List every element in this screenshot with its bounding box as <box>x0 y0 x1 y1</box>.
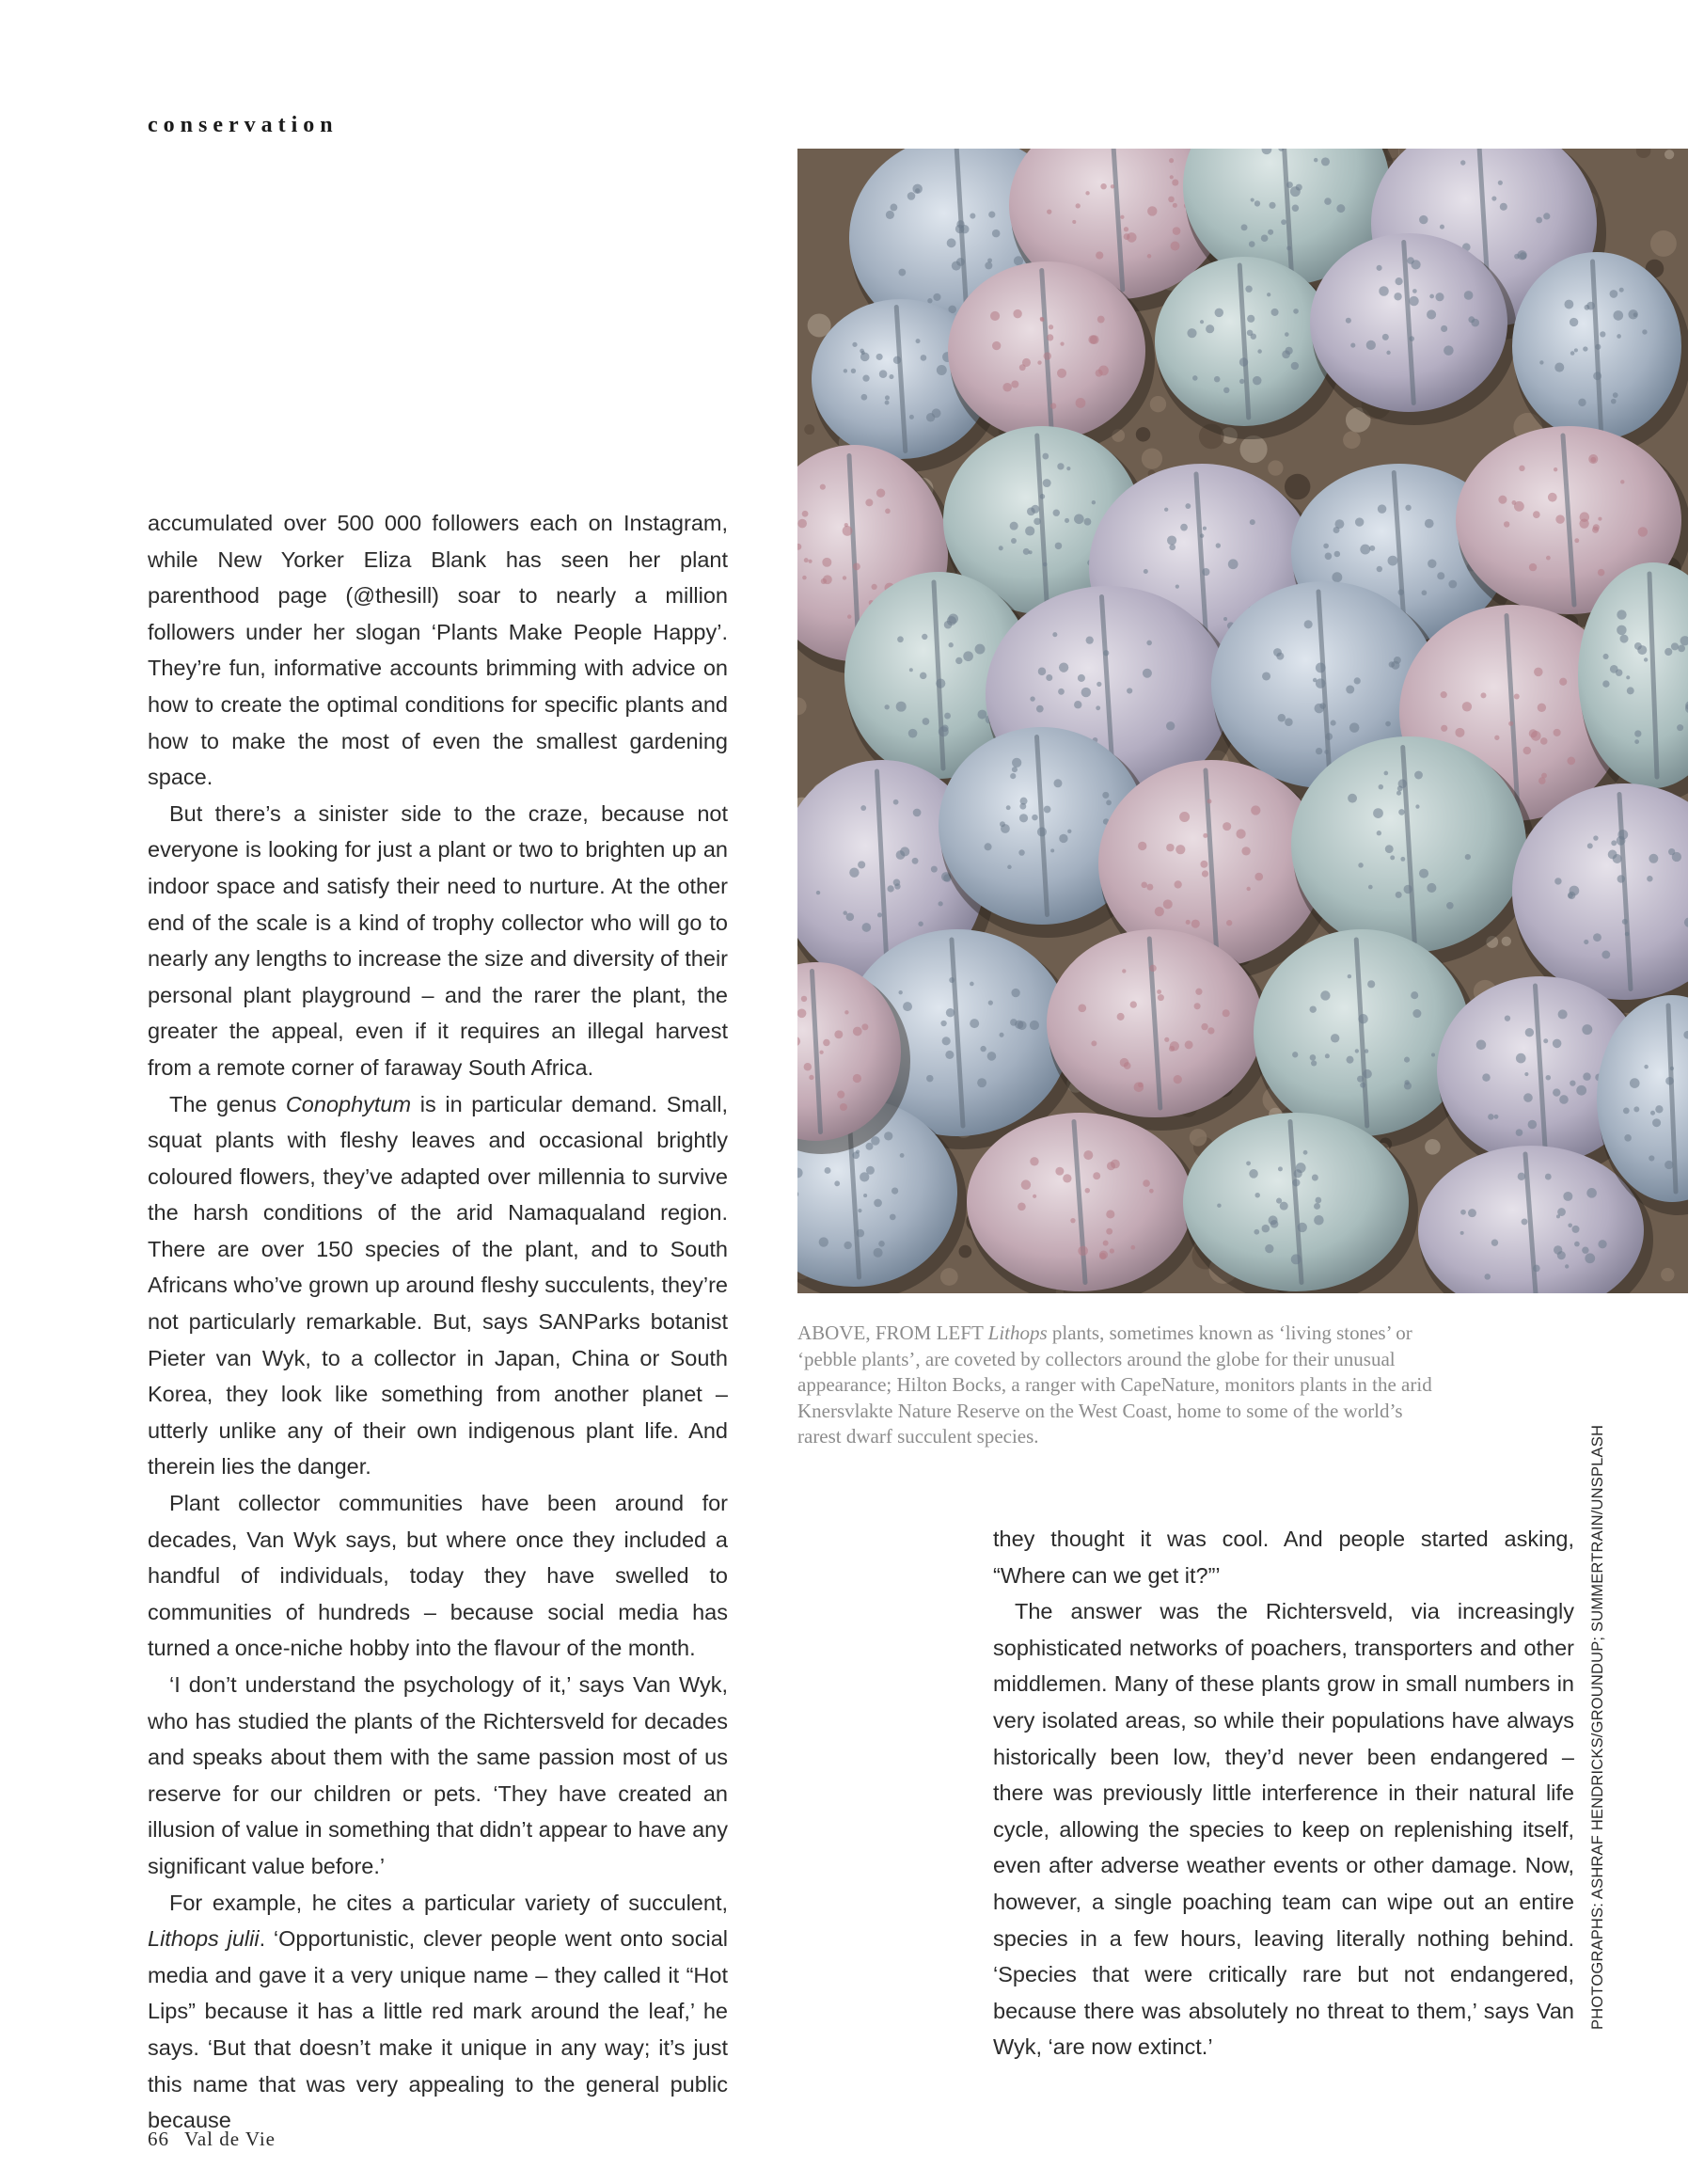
caption-text: plants, sometimes known as ‘living stones’ or ‘pebble plants’, are coveted by collectors around the globe for their unusual appearance; Hilton Bocks, a ranger with CapeNature, monitors plants in the arid Knersvlakte Nature Reserve on the West Coast, home to some of the world’s rarest dwarf succulent species. <box>797 1321 1432 1448</box>
text-run: is in particular demand. Small, squat plants with fleshy leaves and occasional brightly coloured flowers, they’ve adapted over millennia to survive the harsh conditions of the arid Namaqualand region. There are over 150 species of the plant, and to South Africans who’ve grown up around fleshy succulents, they’re not particularly remarkable. But, says SANParks botanist Pieter van Wyk, to a collector in Japan, China or South Korea, they look like something from another planet – utterly unlike any of their own indigenous plant life. And therein lies the danger. <box>148 1091 728 1480</box>
caption-lead: ABOVE, FROM LEFT <box>797 1321 984 1344</box>
article-paragraph <box>148 796 728 1086</box>
page-number: 66 <box>148 2128 169 2150</box>
text-run: The answer was the Richtersveld, via increasingly sophisticated networks of poachers, transporters and other middlemen. Many of these plants grow in small numbers in very isolated areas, so while their populations have always historically been low, they’d never been endangered – there was previously little interference in their natural life cycle, allowing the species to keep on replenishing itself, even after adverse weather events or other damage. Now, however, a single poaching team can wipe out an entire species in a few hours, leaving literally nothing behind. ‘Species that were critically rare but not endangered, because there was absolutely no threat to them,’ says Van Wyk, ‘are now extinct.’ <box>993 1599 1574 2060</box>
article-paragraph <box>148 505 728 796</box>
text-run: Plant collector communities have been around for decades, Van Wyk says, but where once they included a handful of individuals, today they have swelled to communities of hundreds – because social media has turned a once-niche hobby into the flavour of the month. <box>148 1491 728 1661</box>
caption-italic: Lithops <box>987 1321 1048 1344</box>
publication-name: Val de Vie <box>184 2128 276 2150</box>
page-footer <box>148 2128 276 2151</box>
italic-term: Lithops julii <box>148 1926 260 1952</box>
lithops-photo <box>797 149 1688 1293</box>
article-paragraph <box>148 1667 728 1885</box>
photo-illustration <box>797 149 1688 1293</box>
article-paragraph <box>148 1086 728 1486</box>
text-run: The genus <box>169 1091 286 1116</box>
article-column-left <box>148 505 728 2139</box>
italic-term: Conophytum <box>285 1091 412 1116</box>
text-run: For example, he cites a particular variety of succulent, <box>169 1890 728 1915</box>
text-run: accumulated over 500 000 followers each on Instagram, while New Yorker Eliza Blank has seen her plant parenthood page (@thesill) soar to nearly a million followers under her slogan ‘Plants Make People Happy’. They’re fun, informative accounts brimming with advice on how to create the optimal conditions for specific plants and how to make the most of even the smallest gardening space. <box>148 511 728 790</box>
article-column-right <box>993 1521 1574 2065</box>
article-paragraph <box>993 1521 1574 1593</box>
text-run: . ‘Opportunistic, clever people went onto social media and gave it a very unique name – they called it “Hot Lips” because it has a little red mark around the leaf,’ he says. ‘But that doesn’t make it unique in any way; it’s just this name that was very appealing to the general public because <box>148 1926 728 2133</box>
photo-caption <box>797 1321 1446 1450</box>
section-label: conservation <box>148 113 339 137</box>
text-run: they thought it was cool. And people started asking, “Where can we get it?”’ <box>993 1527 1574 1588</box>
article-paragraph <box>148 1485 728 1667</box>
article-paragraph <box>148 1885 728 2139</box>
text-run: ‘I don’t understand the psychology of it,’ says Van Wyk, who has studied the plants of the Richtersveld for decades and speaks about them with the same passion most of us reserve for our children or pets. ‘They have created an illusion of value in something that didn’t appear to have any significant value before.’ <box>148 1672 728 1878</box>
text-run: But there’s a sinister side to the craze, because not everyone is looking for just a plant or two to brighten up an indoor space and satisfy their need to nurture. At the other end of the scale is a kind of trophy collector who will go to nearly any lengths to increase the size and diversity of their personal plant playground – and the rarer the plant, the greater the appeal, even if it requires an illegal harvest from a remote corner of faraway South Africa. <box>148 800 728 1080</box>
article-paragraph <box>993 1593 1574 2065</box>
photo-credit: PHOTOGRAPHS: ASHRAF HENDRICKS/GROUNDUP; SUMMERTRAIN/UNSPLASH <box>1589 1424 1606 2030</box>
